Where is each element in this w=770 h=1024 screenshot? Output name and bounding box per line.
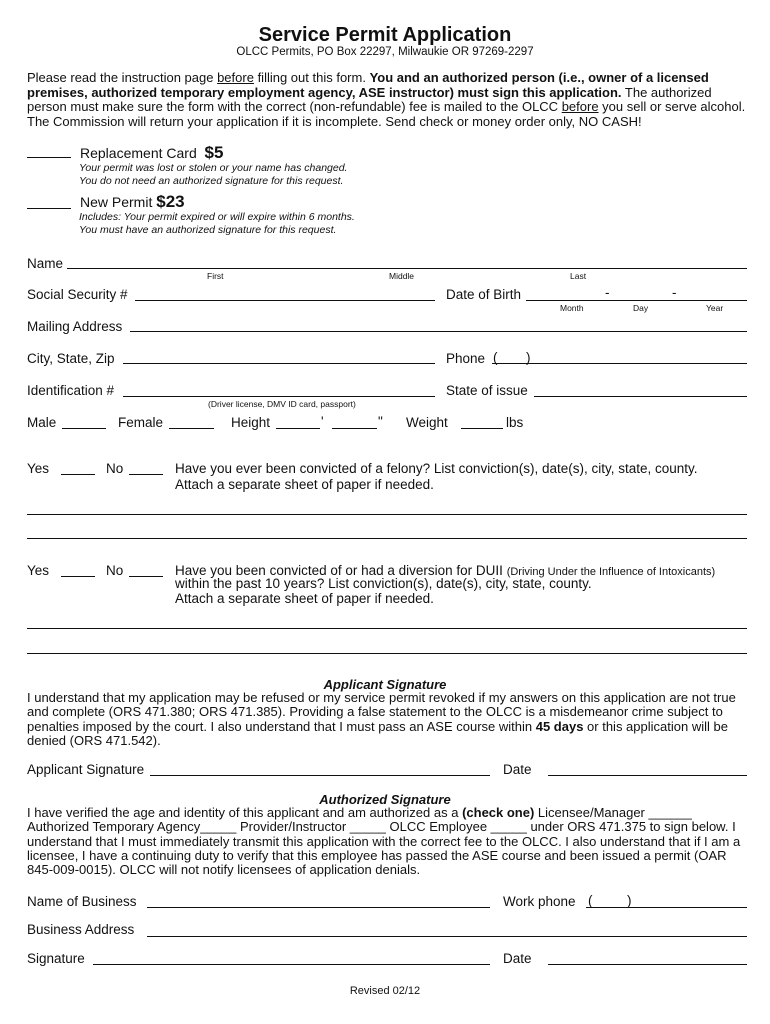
- replacement-card-note-1: Your permit was lost or stolen or your name has changed.: [79, 162, 348, 174]
- applicant-date-label: Date: [503, 762, 532, 777]
- authorized-signature-label: Signature: [27, 951, 85, 966]
- female-label: Female: [118, 415, 164, 430]
- dob-label: Date of Birth: [446, 287, 522, 302]
- new-permit-price: $23: [156, 192, 185, 211]
- middle-name-caption: Middle: [389, 271, 415, 281]
- felony-no-label: No: [106, 461, 124, 476]
- felony-answer-line-1[interactable]: [27, 514, 747, 515]
- replacement-card-price: $5: [204, 143, 224, 162]
- felony-yes-label: Yes: [27, 461, 50, 476]
- duii-no-label: No: [106, 563, 124, 578]
- female-checkbox[interactable]: [169, 428, 214, 429]
- new-permit-checkbox[interactable]: [27, 208, 71, 209]
- mailing-address-header: OLCC Permits, PO Box 22297, Milwaukie OR 97269-2297: [236, 46, 534, 58]
- phone-label: Phone: [446, 351, 486, 366]
- applicant-signature-heading: Applicant Signature: [323, 677, 447, 692]
- height-label: Height: [231, 415, 271, 430]
- dob-dash-1: -: [605, 285, 610, 300]
- last-name-caption: Last: [570, 271, 587, 281]
- day-caption: Day: [633, 303, 649, 313]
- duii-attach-note: Attach a separate sheet of paper if needed.: [175, 591, 434, 606]
- feet-mark: ': [321, 414, 324, 429]
- felony-yes-checkbox[interactable]: [61, 474, 95, 475]
- replacement-card-note-2: You do not need an authorized signature for this request.: [79, 175, 344, 187]
- authorized-signature-field[interactable]: [93, 964, 490, 965]
- inch-mark: ": [378, 414, 383, 429]
- mailing-address-field[interactable]: [130, 331, 747, 332]
- city-state-zip-label: City, State, Zip: [27, 351, 115, 366]
- state-of-issue-label: State of issue: [446, 383, 528, 398]
- height-inches-field[interactable]: [332, 428, 377, 429]
- replacement-card-checkbox[interactable]: [27, 157, 71, 158]
- lbs-label: lbs: [506, 415, 524, 430]
- weight-label: Weight: [406, 415, 448, 430]
- new-permit-label: New Permit $23: [80, 192, 185, 211]
- felony-answer-line-2[interactable]: [27, 538, 747, 539]
- authorized-statement: I have verified the age and identity of this applicant and am authorized as a (check one) Licensee/Manager ______ Authorized Temporary Agency_____ Provider/Instructor _____ OLCC Employee _____ under ORS 471.375 to sign below. I understand that I must immediately transmit this application with the correct fee to the OLCC. I also understand that if I am a licensee, I have a continuing duty to verify that this employee has passed the ASE course and been issued a permit (OAR 845-009-0015). OLCC will not notify licensees of application denials.: [27, 805, 741, 878]
- business-name-field[interactable]: [147, 907, 490, 908]
- work-phone-label: Work phone: [503, 894, 576, 909]
- felony-no-checkbox[interactable]: [129, 474, 163, 475]
- authorized-date-label: Date: [503, 951, 532, 966]
- ssn-label: Social Security #: [27, 287, 128, 302]
- revision-footer: Revised 02/12: [349, 985, 421, 997]
- duii-question: Have you been convicted of or had a diversion for DUII (Driving Under the Influence of Intoxicants): [175, 563, 716, 578]
- first-name-caption: First: [207, 271, 224, 281]
- height-feet-field[interactable]: [276, 428, 320, 429]
- duii-yes-checkbox[interactable]: [61, 576, 95, 577]
- state-of-issue-field[interactable]: [534, 396, 747, 397]
- name-field[interactable]: [67, 268, 747, 269]
- identification-caption: (Driver license, DMV ID card, passport): [208, 399, 356, 409]
- duii-answer-line-2[interactable]: [27, 653, 747, 654]
- ssn-field[interactable]: [135, 300, 435, 301]
- felony-question: Have you ever been convicted of a felony? List conviction(s), date(s), city, state, county.: [175, 461, 698, 476]
- business-address-label: Business Address: [27, 922, 135, 937]
- identification-label: Identification #: [27, 383, 115, 398]
- work-phone-paren-close: ): [627, 893, 632, 908]
- male-label: Male: [27, 415, 57, 430]
- page-title: Service Permit Application: [258, 24, 512, 46]
- applicant-signature-field[interactable]: [150, 775, 490, 776]
- duii-yes-label: Yes: [27, 563, 50, 578]
- weight-field[interactable]: [461, 428, 503, 429]
- dob-field[interactable]: [526, 300, 747, 301]
- replacement-card-label: Replacement Card $5: [80, 143, 224, 162]
- male-checkbox[interactable]: [62, 428, 106, 429]
- identification-field[interactable]: [123, 396, 435, 397]
- new-permit-note-2: You must have an authorized signature for this request.: [79, 224, 337, 236]
- duii-answer-line-1[interactable]: [27, 628, 747, 629]
- authorized-date-field[interactable]: [548, 964, 747, 965]
- intro-paragraph: Please read the instruction page before filling out this form. You and an authorized person (i.e., owner of a licensed premises, authorized temporary employment agency, ASE instructor) must sign this application. The authorized person must make sure the form with the correct (non-refundable) fee is mailed to the OLCC before you sell or serve alcohol. The Commission will return your application if it is incomplete. Send check or money order only, NO CASH!: [27, 70, 746, 129]
- duii-question-cont: within the past 10 years? List conviction(s), date(s), city, state, county.: [175, 576, 592, 591]
- authorized-signature-heading: Authorized Signature: [319, 792, 451, 807]
- applicant-signature-label: Applicant Signature: [27, 762, 145, 777]
- new-permit-note-1: Includes: Your permit expired or will expire within 6 months.: [79, 211, 355, 223]
- mailing-address-label: Mailing Address: [27, 319, 123, 334]
- phone-paren-open: (: [493, 350, 498, 365]
- phone-paren-close: ): [526, 350, 531, 365]
- name-label: Name: [27, 256, 64, 271]
- business-name-label: Name of Business: [27, 894, 137, 909]
- year-caption: Year: [706, 303, 724, 313]
- city-state-zip-field[interactable]: [123, 363, 435, 364]
- felony-attach-note: Attach a separate sheet of paper if needed.: [175, 477, 434, 492]
- work-phone-paren-open: (: [588, 893, 593, 908]
- month-caption: Month: [560, 303, 584, 313]
- business-address-field[interactable]: [147, 936, 747, 937]
- work-phone-field[interactable]: [586, 907, 747, 908]
- dob-dash-2: -: [672, 285, 677, 300]
- duii-no-checkbox[interactable]: [129, 576, 163, 577]
- applicant-statement: I understand that my application may be refused or my service permit revoked if my answers on this application are not true and complete (ORS 471.380; ORS 471.385). Providing a false statement to the OLCC is a misdemeanor crime subject to penalties imposed by the court. I also understand that I must pass an ASE course within 45 days or this application will be denied (ORS 471.542).: [27, 690, 736, 748]
- applicant-date-field[interactable]: [548, 775, 747, 776]
